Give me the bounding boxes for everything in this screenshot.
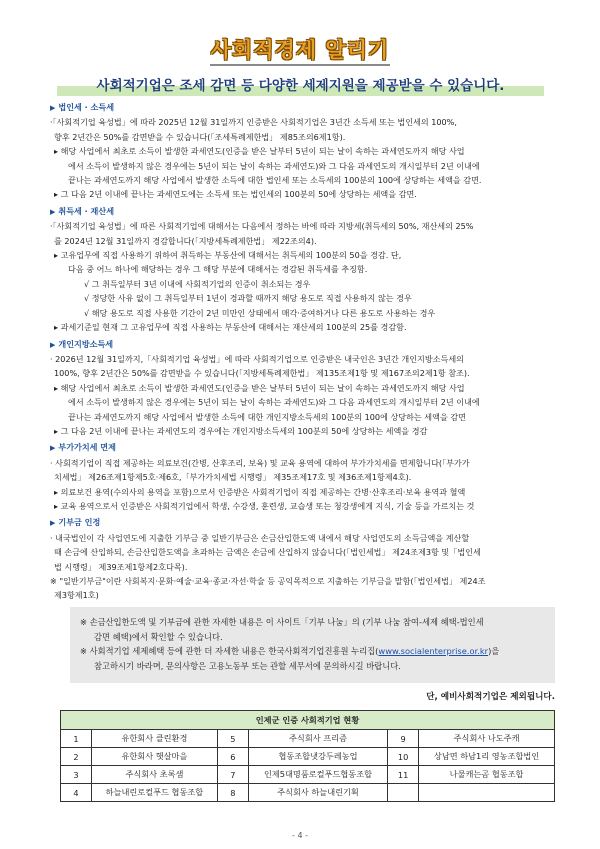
table-cell: 주식회사 하늘내린기획: [248, 784, 387, 802]
table-row: [61, 748, 555, 766]
sub-item: ▸ 해당 사업에서 최초로 소득이 발생한 과세연도(인증을 받은 날부터 5년이 되는 날이 속하는 과세연도까지 해당 사업: [54, 382, 465, 393]
table-row: [61, 766, 555, 784]
sub-item: 끝나는 과세연도까지 해당 사업에서 발생한 소득에 대한 개인지방소득세의 100분의 100에 상당하는 세액을 감면: [68, 411, 466, 422]
sub-item: ▸ 교육 용역으로서 인증받은 사회적기업에서 학생, 수강생, 훈련생, 교습생 또는 청강생에게 지식, 기술 등을 가르치는 것: [54, 500, 475, 511]
table-cell: 주식회사 프리즘: [248, 730, 387, 748]
table-cell: 주식회사 나도주캐: [419, 730, 555, 748]
page-number: - 4 -: [292, 831, 308, 840]
table-cell: 주식회사 초록샘: [92, 766, 218, 784]
sub-item: 에서 소득이 발생하지 않은 경우에는 5년이 되는 날이 속하는 과세연도)와 그 다음 과세연도의 개시일부터 2년 이내에: [68, 160, 480, 171]
note-line: ※ 사회적기업 세제혜택 등에 관한 더 자세한 내용은 한국사회적기업진흥원 누리집(www.socialenterprise.or.kr)을: [80, 646, 500, 656]
triangle-bullet-icon: ▶: [50, 444, 56, 453]
footnote: ※ "일반기부금"이란 사회복지·문화·예술·교육·종교·자선·학술 등 공익목적으로 지출하는 기부금을 말함(「법인세법」 제24조: [50, 576, 486, 586]
section-heading-donation: ▶ 기부금 인정: [50, 517, 101, 528]
paragraph: 치세법」 제26조제1항제5호·제6호,「부가가치세법 시행령」 제35조제17호 및 제36조제1항제4호).: [54, 472, 412, 483]
table-cell: 7: [217, 766, 248, 784]
table-cell: 인제5대명품로컬푸드협동조합: [248, 766, 387, 784]
table-header: 인제군 인증 사회적기업 현황: [61, 711, 555, 730]
sub-item: 에서 소득이 발생하지 않은 경우에는 5년이 되는 날이 속하는 과세연도)와 그 다음 과세연도의 개시일부터 2년 이내에: [68, 397, 480, 408]
headline-banner: [57, 74, 544, 96]
check-item: √ 그 취득일부터 3년 이내에 사회적기업의 인증이 취소되는 경우: [84, 278, 311, 289]
table-cell: 하늘내린로컬푸드 협동조합: [92, 784, 218, 802]
note-line: ※ 손금산입한도액 및 기부금에 관한 자세한 내용은 이 사이트「기부 나눔」의 (기부 나눔 참여-세제 혜택-법인세: [80, 617, 484, 627]
paragraph: · 사회적기업이 직접 제공하는 의료보건(간병, 산후조리, 보육) 및 교육 용역에 대하여 부가가치세를 면제합니다(「부가가: [50, 457, 470, 468]
footnote: 제3항제1호): [54, 590, 99, 601]
table-cell: 11: [388, 766, 419, 784]
table-cell: 유한회사 클린환경: [92, 730, 218, 748]
sub-item: ▸ 과세기준일 현재 그 고유업무에 직접 사용하는 부동산에 대해서는 재산세의 100분의 25를 경감함.: [54, 322, 407, 333]
check-item: √ 정당한 사유 없이 그 취득일부터 1년이 경과할 때까지 해당 용도로 직접 사용하지 않는 경우: [84, 293, 412, 304]
paragraph: ·「사회적기업 육성법」에 따라 2025년 12월 31일까지 인증받은 사회적기업은 3년간 소득세 또는 법인세의 100%,: [50, 117, 457, 128]
note-line: 감면 혜택)에서 확인할 수 있습니다.: [94, 631, 223, 642]
table-cell: 나물캐는곰 협동조합: [419, 766, 555, 784]
triangle-bullet-icon: ▶: [50, 104, 56, 112]
triangle-bullet-icon: ▶: [50, 519, 56, 528]
section-heading-corporate-income-tax: ▶ 법인세 · 소득세: [50, 102, 115, 112]
paragraph: 때 손금에 산입하되, 손금산입한도액을 초과하는 금액은 손금에 산입하지 않습니다(「법인세법」 제24조제3항 및「법인세: [54, 547, 481, 558]
table-cell: [419, 784, 555, 802]
section-heading-vat-exemption: ▶ 부가가치세 면제: [50, 442, 116, 453]
table-cell: 유한회사 햇살마을: [92, 748, 218, 766]
sub-item: ▸ 그 다음 2년 이내에 끝나는 과세연도에는 소득세 또는 법인세의 100분의 50에 상당하는 세액을 감면.: [54, 189, 417, 200]
website-link[interactable]: www.socialenterprise.or.kr: [378, 646, 489, 656]
sub-item: ▸ 고유업무에 직접 사용하기 위하여 취득하는 부동산에 대해서는 취득세의 100분의 50을 경감. 단,: [54, 250, 402, 261]
table-cell: 협동조합냇강두레농업: [248, 748, 387, 766]
sub-item: ▸ 해당 사업에서 최초로 소득이 발생한 과세연도(인증을 받은 날부터 5년이 되는 날이 속하는 과세연도까지 해당 사업: [54, 146, 465, 157]
table-cell: 8: [217, 784, 248, 802]
check-item: √ 해당 용도로 직접 사용한 기간이 2년 미만인 상태에서 매각·증여하거나 다른 용도로 사용하는 경우: [84, 307, 436, 318]
paragraph: · 2026년 12월 31일까지,「사회적기업 육성법」에 따라 사회적기업으로 인증받은 내국인은 3년간 개인지방소득세의: [50, 353, 464, 364]
headline-text: 사회적기업은 조세 감면 등 다양한 세제지원을 제공받을 수 있습니다.: [96, 78, 505, 94]
reference-note-box: [70, 607, 555, 683]
tax-benefits-content: [50, 98, 555, 603]
title-underline: [210, 64, 390, 66]
sub-item: 끝나는 과세연도까지 해당 사업에서 발생한 소득에 대한 법인세 또는 소득세의 100분의 100에 상당하는 세액을 감면.: [68, 175, 482, 186]
table-row: [61, 730, 555, 748]
section-heading-acquisition-property-tax: ▶ 취득세 · 재산세: [50, 205, 115, 216]
paragraph: 향후 2년간은 50%를 감면받을 수 있습니다(「조세특례제한법」 제85조의6제1항).: [54, 131, 346, 142]
sub-item: ▸ 의료보건 용역(수의사의 용역을 포함)으로서 인증받은 사회적기업이 직접 제공하는 간병·산후조리·보육 용역과 혈액: [54, 486, 466, 497]
table-cell: 4: [61, 784, 92, 802]
table-cell: 6: [217, 748, 248, 766]
paragraph: 를 2024년 12월 31일까지 경감합니다(「지방세특례제한법」 제22조의4).: [54, 235, 317, 246]
table-cell: 5: [217, 730, 248, 748]
exclusion-note: 단, 예비사회적기업은 제외됩니다.: [426, 692, 555, 702]
triangle-bullet-icon: ▶: [50, 207, 56, 216]
page-title: 사회적경제 알리기: [210, 38, 390, 62]
paragraph: 법 시행령」 제39조제1항제2호다목).: [54, 561, 188, 572]
paragraph: · 내국법인이 각 사업연도에 지출한 기부금 중 일반기부금은 손금산입한도액 내에서 해당 사업연도의 소득금액을 계산할: [50, 532, 470, 543]
sub-item: 다음 중 어느 하나에 해당하는 경우 그 해당 부분에 대해서는 경감된 취득세를 추징함.: [68, 264, 368, 275]
section-heading-local-income-tax: ▶ 개인지방소득세: [50, 338, 114, 349]
paragraph: ·「사회적기업 육성법」에 따른 사회적기업에 대해서는 다음에서 정하는 바에 따라 지방세(취득세의 50%, 재산세의 25%: [50, 221, 474, 232]
paragraph: 100%, 향후 2년간은 50%를 감면받을 수 있습니다(「지방세특례제한법」 제135조제1항 및 제167조의2제1항 참조).: [54, 368, 470, 379]
table-row: [61, 784, 555, 802]
certified-enterprises-table: [60, 710, 555, 802]
sub-item: ▸ 그 다음 2년 이내에 끝나는 과세연도의 경우에는 개인지방소득세의 100분의 50에 상당하는 세액을 경감: [54, 425, 428, 436]
table-cell: 상남면 하남1리 영농조합법인: [419, 748, 555, 766]
table-cell: [388, 784, 419, 802]
note-line: 참고하시기 바라며, 문의사항은 고용노동부 또는 관할 세무서에 문의하시길 바랍니다.: [94, 660, 401, 671]
triangle-bullet-icon: ▶: [50, 340, 56, 349]
table-cell: 1: [61, 730, 92, 748]
table-cell: 10: [388, 748, 419, 766]
table-cell: 9: [388, 730, 419, 748]
table-cell: 2: [61, 748, 92, 766]
table-cell: 3: [61, 766, 92, 784]
